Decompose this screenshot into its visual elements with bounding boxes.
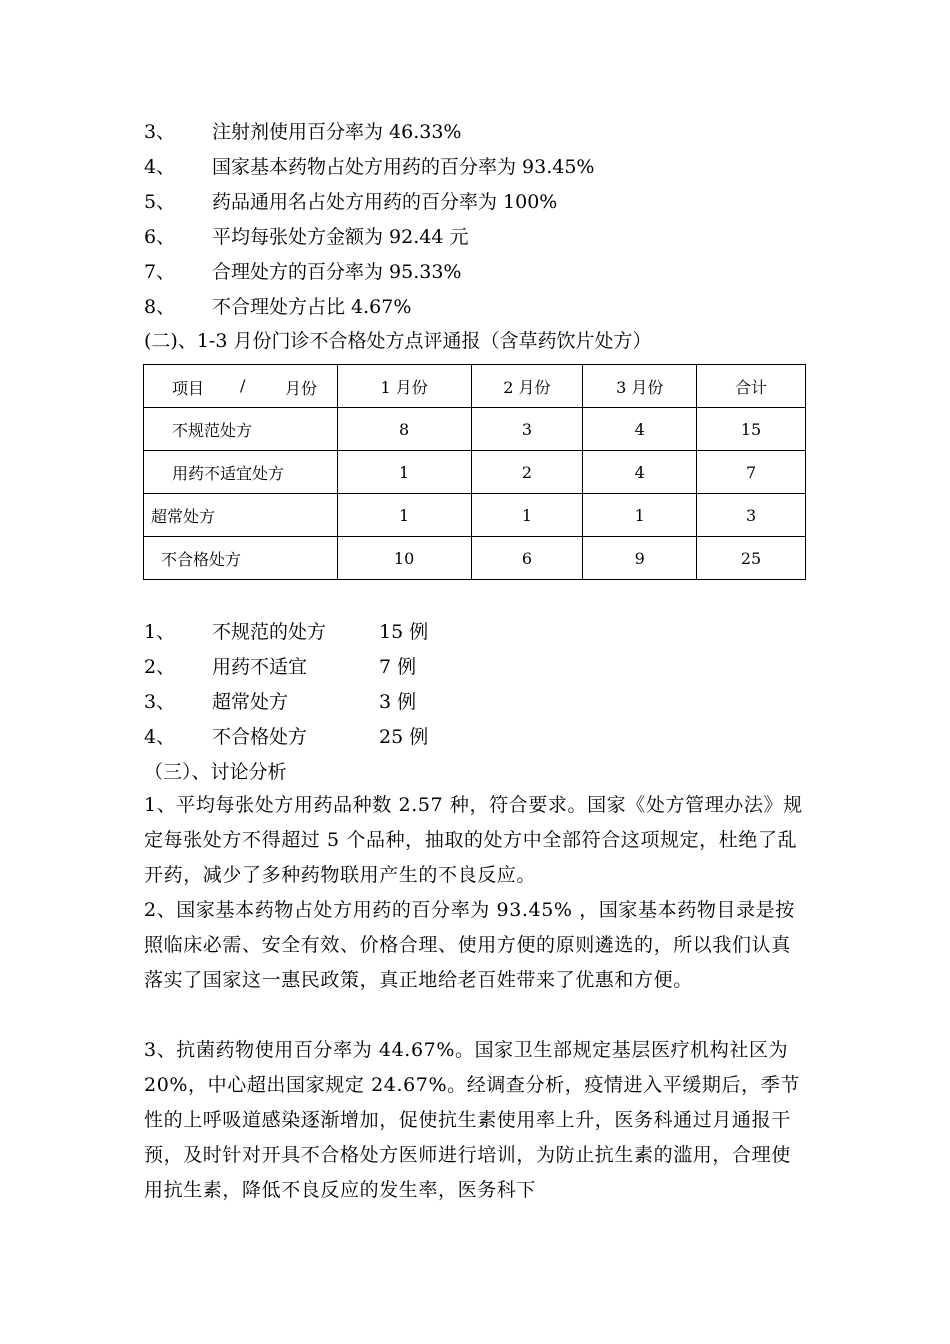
row-label: 用药不适宜处方 — [144, 451, 338, 494]
list-number: 6、 — [144, 226, 176, 248]
header-cell: 2 月份 — [471, 365, 583, 408]
paragraph: 1、平均每张处方用药品种数 2.57 种，符合要求。国家《处方管理办法》规定每张处方不得超过 5 个品种，抽取的处方中全部符合这项规定，杜绝了乱开药，减少了多种药物联用产生的不良反应。 — [144, 794, 803, 886]
list-number: 7、 — [144, 261, 176, 283]
table-row — [144, 537, 806, 580]
table-cell: 4 — [583, 451, 697, 494]
table-cell: 15 — [697, 408, 806, 451]
header-corner-cell — [144, 365, 338, 408]
table-cell: 1 — [471, 494, 583, 537]
table-cell: 4 — [583, 408, 697, 451]
table-cell: 9 — [583, 537, 697, 580]
header-item-label: 项目 — [172, 379, 205, 398]
header-cell: 3 月份 — [583, 365, 697, 408]
table-header-row — [144, 365, 806, 408]
list-number: 1、 — [144, 621, 176, 643]
header-cell: 1 月份 — [337, 365, 471, 408]
header-slash: / — [240, 376, 246, 395]
list-count: 3 例 — [379, 691, 417, 713]
list-number: 8、 — [144, 296, 176, 318]
section-heading: (二)、1-3 月份门诊不合格处方点评通报（含草药饮片处方） — [144, 330, 652, 352]
list-text: 注射剂使用百分率为 46.33% — [212, 121, 462, 143]
table-row — [144, 451, 806, 494]
list-number: 3、 — [144, 121, 176, 143]
header-month-label: 月份 — [285, 379, 318, 398]
list-count: 7 例 — [379, 656, 417, 678]
list-text: 超常处方 — [212, 691, 289, 713]
list-text: 合理处方的百分率为 95.33% — [212, 261, 462, 283]
table-cell: 3 — [697, 494, 806, 537]
table-cell: 8 — [337, 408, 471, 451]
list-number: 2、 — [144, 656, 176, 678]
prescription-table — [143, 364, 806, 580]
table-cell: 6 — [471, 537, 583, 580]
list-text: 用药不适宜 — [212, 656, 308, 678]
table-cell: 1 — [337, 494, 471, 537]
table-row — [144, 494, 806, 537]
list-text: 不规范的处方 — [212, 621, 327, 643]
list-count: 15 例 — [379, 621, 429, 643]
row-label: 不合格处方 — [144, 537, 338, 580]
paragraph: 3、抗菌药物使用百分率为 44.67%。国家卫生部规定基层医疗机构社区为 20%，中心超出国家规定 24.67%。经调查分析，疫情进入平缓期后，季节性的上呼吸道感染逐渐增加，促使抗生素使用率上升，医务科通过月通报干预，及时针对开具不合格处方医师进行培训，为防止抗生素的滥用，合理使用抗生素，降低不良反应的发生率，医务科下 — [144, 1039, 800, 1201]
row-label: 超常处方 — [144, 494, 338, 537]
list-text: 不合理处方占比 4.67% — [212, 296, 412, 318]
table-row — [144, 408, 806, 451]
list-number: 5、 — [144, 191, 176, 213]
list-text: 不合格处方 — [212, 726, 308, 748]
list-number: 4、 — [144, 726, 176, 748]
table-cell: 2 — [471, 451, 583, 494]
row-label: 不规范处方 — [144, 408, 338, 451]
table-cell: 3 — [471, 408, 583, 451]
header-cell: 合计 — [697, 365, 806, 408]
list-number: 4、 — [144, 156, 176, 178]
list-text: 国家基本药物占处方用药的百分率为 93.45% — [212, 156, 595, 178]
table-cell: 25 — [697, 537, 806, 580]
table-cell: 1 — [583, 494, 697, 537]
list-text: 药品通用名占处方用药的百分率为 100% — [212, 191, 558, 213]
list-text: 平均每张处方金额为 92.44 元 — [212, 226, 469, 248]
table-cell: 10 — [337, 537, 471, 580]
paragraph: 2、国家基本药物占处方用药的百分率为 93.45% ，国家基本药物目录是按照临床必需、安全有效、价格合理、使用方便的原则遴选的，所以我们认真落实了国家这一惠民政策，真正地给老百姓带来了优惠和方便。 — [144, 899, 795, 991]
section-heading: （三）、讨论分析 — [144, 761, 287, 783]
list-count: 25 例 — [379, 726, 429, 748]
list-number: 3、 — [144, 691, 176, 713]
table-cell: 1 — [337, 451, 471, 494]
table-cell: 7 — [697, 451, 806, 494]
